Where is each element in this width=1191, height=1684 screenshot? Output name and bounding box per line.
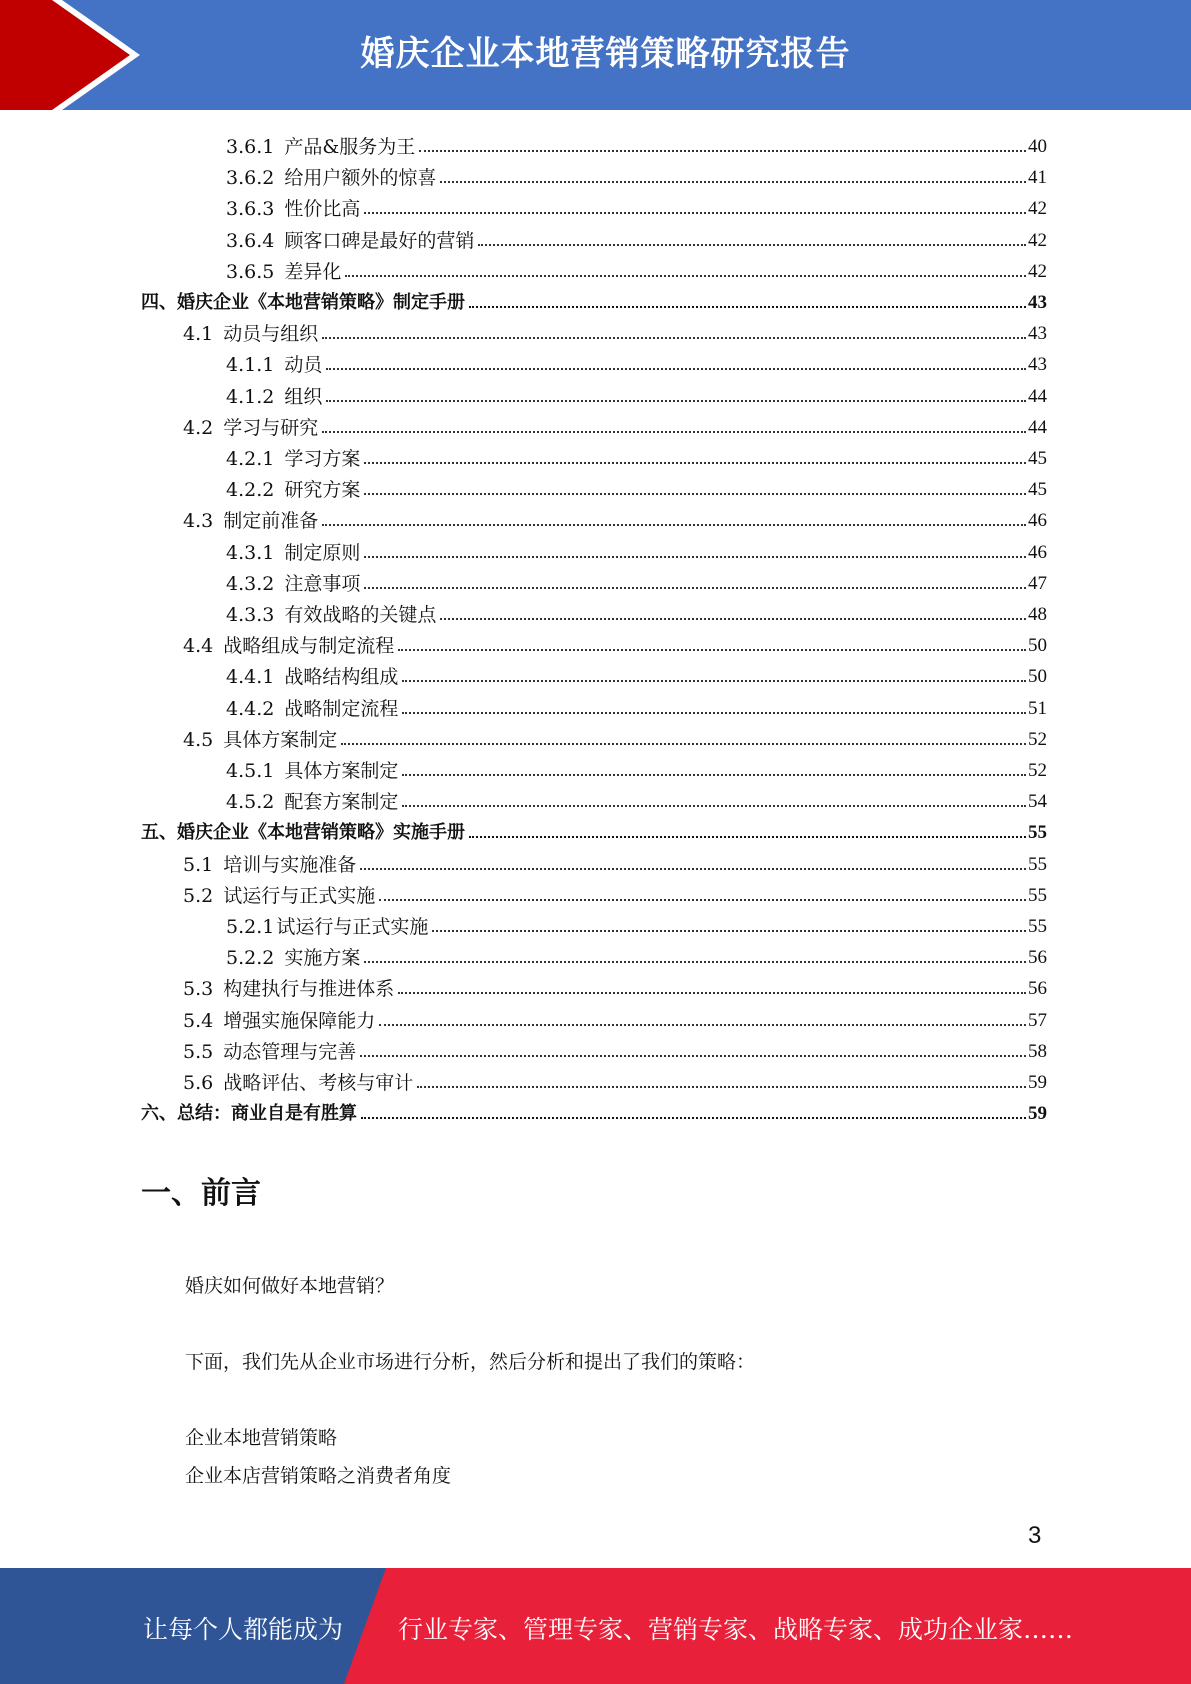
toc-entry-label: 构建执行与推进体系 bbox=[223, 978, 395, 1001]
toc-entry-label: 配套方案制定 bbox=[284, 791, 399, 814]
toc-entry-number: 4.3 bbox=[183, 510, 214, 533]
toc-entry-page: 42 bbox=[1028, 198, 1047, 220]
toc-entry-page: 40 bbox=[1028, 136, 1047, 157]
toc-entry[interactable] bbox=[226, 253, 1047, 283]
toc-entry-number: 4.4 bbox=[183, 635, 214, 658]
toc-dot-leader bbox=[364, 587, 1026, 589]
toc-entry-label: 试运行与正式实施 bbox=[223, 884, 376, 907]
toc-entry[interactable] bbox=[226, 222, 1047, 252]
toc-entry-page: 42 bbox=[1028, 260, 1047, 282]
toc-entry-number: 5.3 bbox=[183, 978, 214, 1001]
toc-entry-label: 性价比高 bbox=[284, 198, 361, 221]
toc-entry-page: 44 bbox=[1028, 416, 1047, 438]
toc-entry-number: 4.2.2 bbox=[226, 479, 275, 502]
toc-entry-label: 学习方案 bbox=[284, 448, 361, 470]
toc-entry-number: 3.6.2 bbox=[226, 167, 275, 190]
toc-entry-number: 4.1.1 bbox=[226, 354, 275, 377]
toc-entry-label: 产品&服务为王 bbox=[284, 136, 416, 158]
toc-entry[interactable] bbox=[226, 658, 1047, 688]
toc-entry-label: 动员 bbox=[284, 354, 323, 377]
toc-entry-number: 5.5 bbox=[183, 1040, 214, 1063]
toc-chapter-entry[interactable] bbox=[141, 814, 1047, 844]
report-title: 婚庆企业本地营销策略研究报告 bbox=[360, 34, 851, 74]
toc-dot-leader bbox=[322, 431, 1026, 433]
toc-entry-number: 4.2 bbox=[183, 416, 214, 439]
toc-entry-page: 50 bbox=[1028, 635, 1047, 657]
toc-entry-page: 42 bbox=[1028, 229, 1047, 251]
paragraph: 下面，我们先从企业市场进行分析，然后分析和提出了我们的策略： bbox=[185, 1351, 756, 1373]
toc-entry[interactable] bbox=[183, 721, 1047, 751]
toc-entry-label: 试运行与正式实施 bbox=[276, 916, 429, 938]
toc-entry-label: 制定原则 bbox=[284, 541, 361, 564]
toc-entry-label: 制定前准备 bbox=[223, 510, 319, 533]
toc-entry[interactable] bbox=[183, 627, 1047, 657]
toc-entry-page: 48 bbox=[1028, 604, 1047, 625]
toc-entry-page: 59 bbox=[1028, 1103, 1047, 1125]
toc-entry-number: 4.1.2 bbox=[226, 385, 275, 408]
toc-entry-label: 战略结构组成 bbox=[284, 666, 399, 689]
toc-entry-label: 增强实施保障能力 bbox=[223, 1009, 376, 1032]
toc-entry-label: 战略组成与制定流程 bbox=[223, 635, 395, 658]
toc-entry-label: 培训与实施准备 bbox=[223, 853, 357, 876]
toc-entry-label: 动态管理与完善 bbox=[223, 1040, 357, 1063]
toc-entry-label: 组织 bbox=[284, 385, 323, 408]
toc-dot-leader bbox=[432, 930, 1026, 932]
toc-entry-number: 4.3.2 bbox=[226, 572, 275, 595]
toc-entry-label: 差异化 bbox=[284, 260, 342, 283]
toc-entry-page: 52 bbox=[1028, 760, 1047, 781]
toc-entry-label: 战略制定流程 bbox=[284, 697, 399, 720]
toc-entry-number: 4.2.1 bbox=[226, 448, 275, 470]
footer-slogan-right: 行业专家、管理专家、营销专家、战略专家、成功企业家…… bbox=[398, 1615, 1074, 1644]
toc-entry-label: 给用户额外的惊喜 bbox=[284, 167, 437, 190]
toc-entry[interactable] bbox=[226, 690, 1047, 720]
toc-entry-page: 46 bbox=[1028, 510, 1047, 532]
toc-entry-label: 注意事项 bbox=[284, 572, 361, 595]
toc-dot-leader bbox=[364, 462, 1026, 464]
toc-entry-label: 四、婚庆企业《本地营销策略》制定手册 bbox=[141, 292, 465, 313]
toc-entry-page: 45 bbox=[1028, 448, 1047, 469]
toc-entry[interactable] bbox=[183, 1064, 1047, 1094]
toc-dot-leader bbox=[345, 275, 1026, 277]
toc-entry-label: 有效战略的关键点 bbox=[284, 604, 437, 626]
toc-entry-page: 41 bbox=[1028, 167, 1047, 189]
toc-entry-label: 具体方案制定 bbox=[223, 728, 338, 751]
toc-entry-page: 58 bbox=[1028, 1040, 1047, 1062]
toc-entry-page: 51 bbox=[1028, 697, 1047, 719]
toc-entry-label: 顾客口碑是最好的营销 bbox=[284, 229, 475, 252]
toc-entry-number: 5.2.1 bbox=[226, 916, 275, 938]
toc-dot-leader bbox=[379, 1024, 1026, 1026]
toc-entry-number: 3.6.1 bbox=[226, 136, 275, 158]
page-footer bbox=[0, 1568, 1191, 1684]
toc-entry[interactable] bbox=[226, 565, 1047, 595]
toc-entry-label: 动员与组织 bbox=[223, 323, 319, 346]
toc-entry-page: 47 bbox=[1028, 572, 1047, 594]
toc-entry[interactable] bbox=[226, 783, 1047, 813]
toc-dot-leader bbox=[360, 868, 1026, 870]
toc-entry-number: 4.3.1 bbox=[226, 541, 275, 564]
toc-entry-number: 4.1 bbox=[183, 323, 214, 346]
toc-entry[interactable] bbox=[226, 128, 1047, 158]
toc-entry-number: 5.6 bbox=[183, 1072, 214, 1094]
toc-entry-number: 5.1 bbox=[183, 853, 214, 876]
toc-entry[interactable] bbox=[226, 752, 1047, 782]
toc-dot-leader bbox=[322, 524, 1026, 526]
toc-entry[interactable] bbox=[183, 970, 1047, 1000]
toc-entry-number: 4.4.1 bbox=[226, 666, 275, 689]
toc-dot-leader bbox=[469, 306, 1026, 308]
toc-dot-leader bbox=[417, 1086, 1026, 1088]
toc-chapter-entry[interactable] bbox=[141, 1095, 1047, 1125]
toc-dot-leader bbox=[478, 244, 1026, 246]
toc-dot-leader bbox=[402, 680, 1026, 682]
toc-entry[interactable] bbox=[183, 1033, 1047, 1063]
toc-entry-number: 3.6.3 bbox=[226, 198, 275, 221]
toc-dot-leader bbox=[440, 618, 1026, 620]
toc-entry-number: 3.6.4 bbox=[226, 229, 275, 252]
toc-entry[interactable] bbox=[183, 877, 1047, 907]
toc-dot-leader bbox=[402, 805, 1026, 807]
toc-entry-number: 4.5.1 bbox=[226, 760, 275, 782]
toc-entry[interactable] bbox=[226, 346, 1047, 376]
toc-entry-number: 4.5.2 bbox=[226, 791, 275, 814]
toc-entry-number: 5.2 bbox=[183, 884, 214, 907]
toc-entry-page: 45 bbox=[1028, 479, 1047, 501]
toc-entry-page: 56 bbox=[1028, 947, 1047, 969]
footer-slogan-left: 让每个人都能成为 bbox=[143, 1615, 344, 1644]
toc-entry[interactable] bbox=[226, 471, 1047, 501]
toc-entry-number: 5.2.2 bbox=[226, 947, 275, 970]
toc-entry-page: 43 bbox=[1028, 354, 1047, 376]
toc-entry-page: 44 bbox=[1028, 385, 1047, 407]
toc-dot-leader bbox=[469, 836, 1026, 838]
toc-dot-leader bbox=[419, 150, 1026, 152]
toc-entry-page: 55 bbox=[1028, 884, 1047, 906]
toc-entry-label: 实施方案 bbox=[284, 947, 361, 970]
toc-dot-leader bbox=[322, 337, 1026, 339]
toc-entry-page: 56 bbox=[1028, 978, 1047, 1000]
toc-entry[interactable] bbox=[226, 534, 1047, 564]
toc-dot-leader bbox=[398, 649, 1026, 651]
toc-entry[interactable] bbox=[226, 378, 1047, 408]
toc-chapter-entry[interactable] bbox=[141, 284, 1047, 314]
toc-entry-page: 43 bbox=[1028, 323, 1047, 345]
toc-entry[interactable] bbox=[226, 190, 1047, 220]
section-heading: 一、前言 bbox=[141, 1176, 261, 1211]
toc-entry-label: 研究方案 bbox=[284, 479, 361, 502]
toc-entry-number: 3.6.5 bbox=[226, 260, 275, 283]
toc-entry-page: 43 bbox=[1028, 292, 1047, 313]
toc-entry[interactable] bbox=[226, 159, 1047, 189]
toc-entry-number: 4.4.2 bbox=[226, 697, 275, 720]
toc-entry[interactable] bbox=[226, 440, 1047, 470]
page-number: 3 bbox=[1028, 1522, 1042, 1549]
toc-entry[interactable] bbox=[226, 596, 1047, 626]
toc-entry-label: 战略评估、考核与审计 bbox=[223, 1072, 414, 1094]
paragraph: 企业本地营销策略 bbox=[185, 1427, 338, 1449]
toc-dot-leader bbox=[440, 181, 1026, 183]
toc-entry[interactable] bbox=[226, 939, 1047, 969]
toc-entry-number: 4.3.3 bbox=[226, 604, 275, 626]
page-header bbox=[0, 0, 1191, 110]
toc-entry[interactable] bbox=[183, 409, 1047, 439]
toc-dot-leader bbox=[379, 899, 1026, 901]
toc-entry[interactable] bbox=[183, 502, 1047, 532]
toc-entry[interactable] bbox=[183, 846, 1047, 876]
toc-dot-leader bbox=[326, 400, 1026, 402]
toc-entry[interactable] bbox=[183, 315, 1047, 345]
toc-entry-number: 5.4 bbox=[183, 1009, 214, 1032]
toc-entry-page: 54 bbox=[1028, 791, 1047, 813]
toc-dot-leader bbox=[398, 992, 1026, 994]
toc-dot-leader bbox=[360, 1055, 1026, 1057]
toc-dot-leader bbox=[341, 743, 1026, 745]
toc-entry-page: 55 bbox=[1028, 853, 1047, 875]
toc-entry-label: 学习与研究 bbox=[223, 416, 319, 439]
toc-dot-leader bbox=[326, 368, 1026, 370]
toc-entry-page: 46 bbox=[1028, 541, 1047, 563]
toc-entry-label: 五、婚庆企业《本地营销策略》实施手册 bbox=[141, 822, 465, 844]
toc-dot-leader bbox=[402, 712, 1026, 714]
toc-entry-page: 59 bbox=[1028, 1072, 1047, 1093]
toc-dot-leader bbox=[364, 493, 1026, 495]
toc-dot-leader bbox=[364, 212, 1026, 214]
toc-dot-leader bbox=[364, 961, 1026, 963]
toc-entry-page: 55 bbox=[1028, 822, 1047, 844]
toc-entry-label: 具体方案制定 bbox=[284, 760, 399, 782]
toc-entry-page: 52 bbox=[1028, 728, 1047, 750]
toc-dot-leader bbox=[364, 556, 1026, 558]
paragraph: 婚庆如何做好本地营销？ bbox=[185, 1275, 395, 1297]
toc-entry-page: 55 bbox=[1028, 916, 1047, 937]
toc-entry[interactable] bbox=[226, 908, 1047, 938]
toc-dot-leader bbox=[402, 774, 1026, 776]
toc-entry-number: 4.5 bbox=[183, 728, 214, 751]
toc-dot-leader bbox=[361, 1117, 1026, 1119]
toc-entry-page: 50 bbox=[1028, 666, 1047, 688]
paragraph: 企业本店营销策略之消费者角度 bbox=[185, 1465, 452, 1487]
toc-entry-label: 六、总结：商业自是有胜算 bbox=[141, 1103, 357, 1125]
toc-entry-page: 57 bbox=[1028, 1009, 1047, 1031]
toc-entry[interactable] bbox=[183, 1002, 1047, 1032]
